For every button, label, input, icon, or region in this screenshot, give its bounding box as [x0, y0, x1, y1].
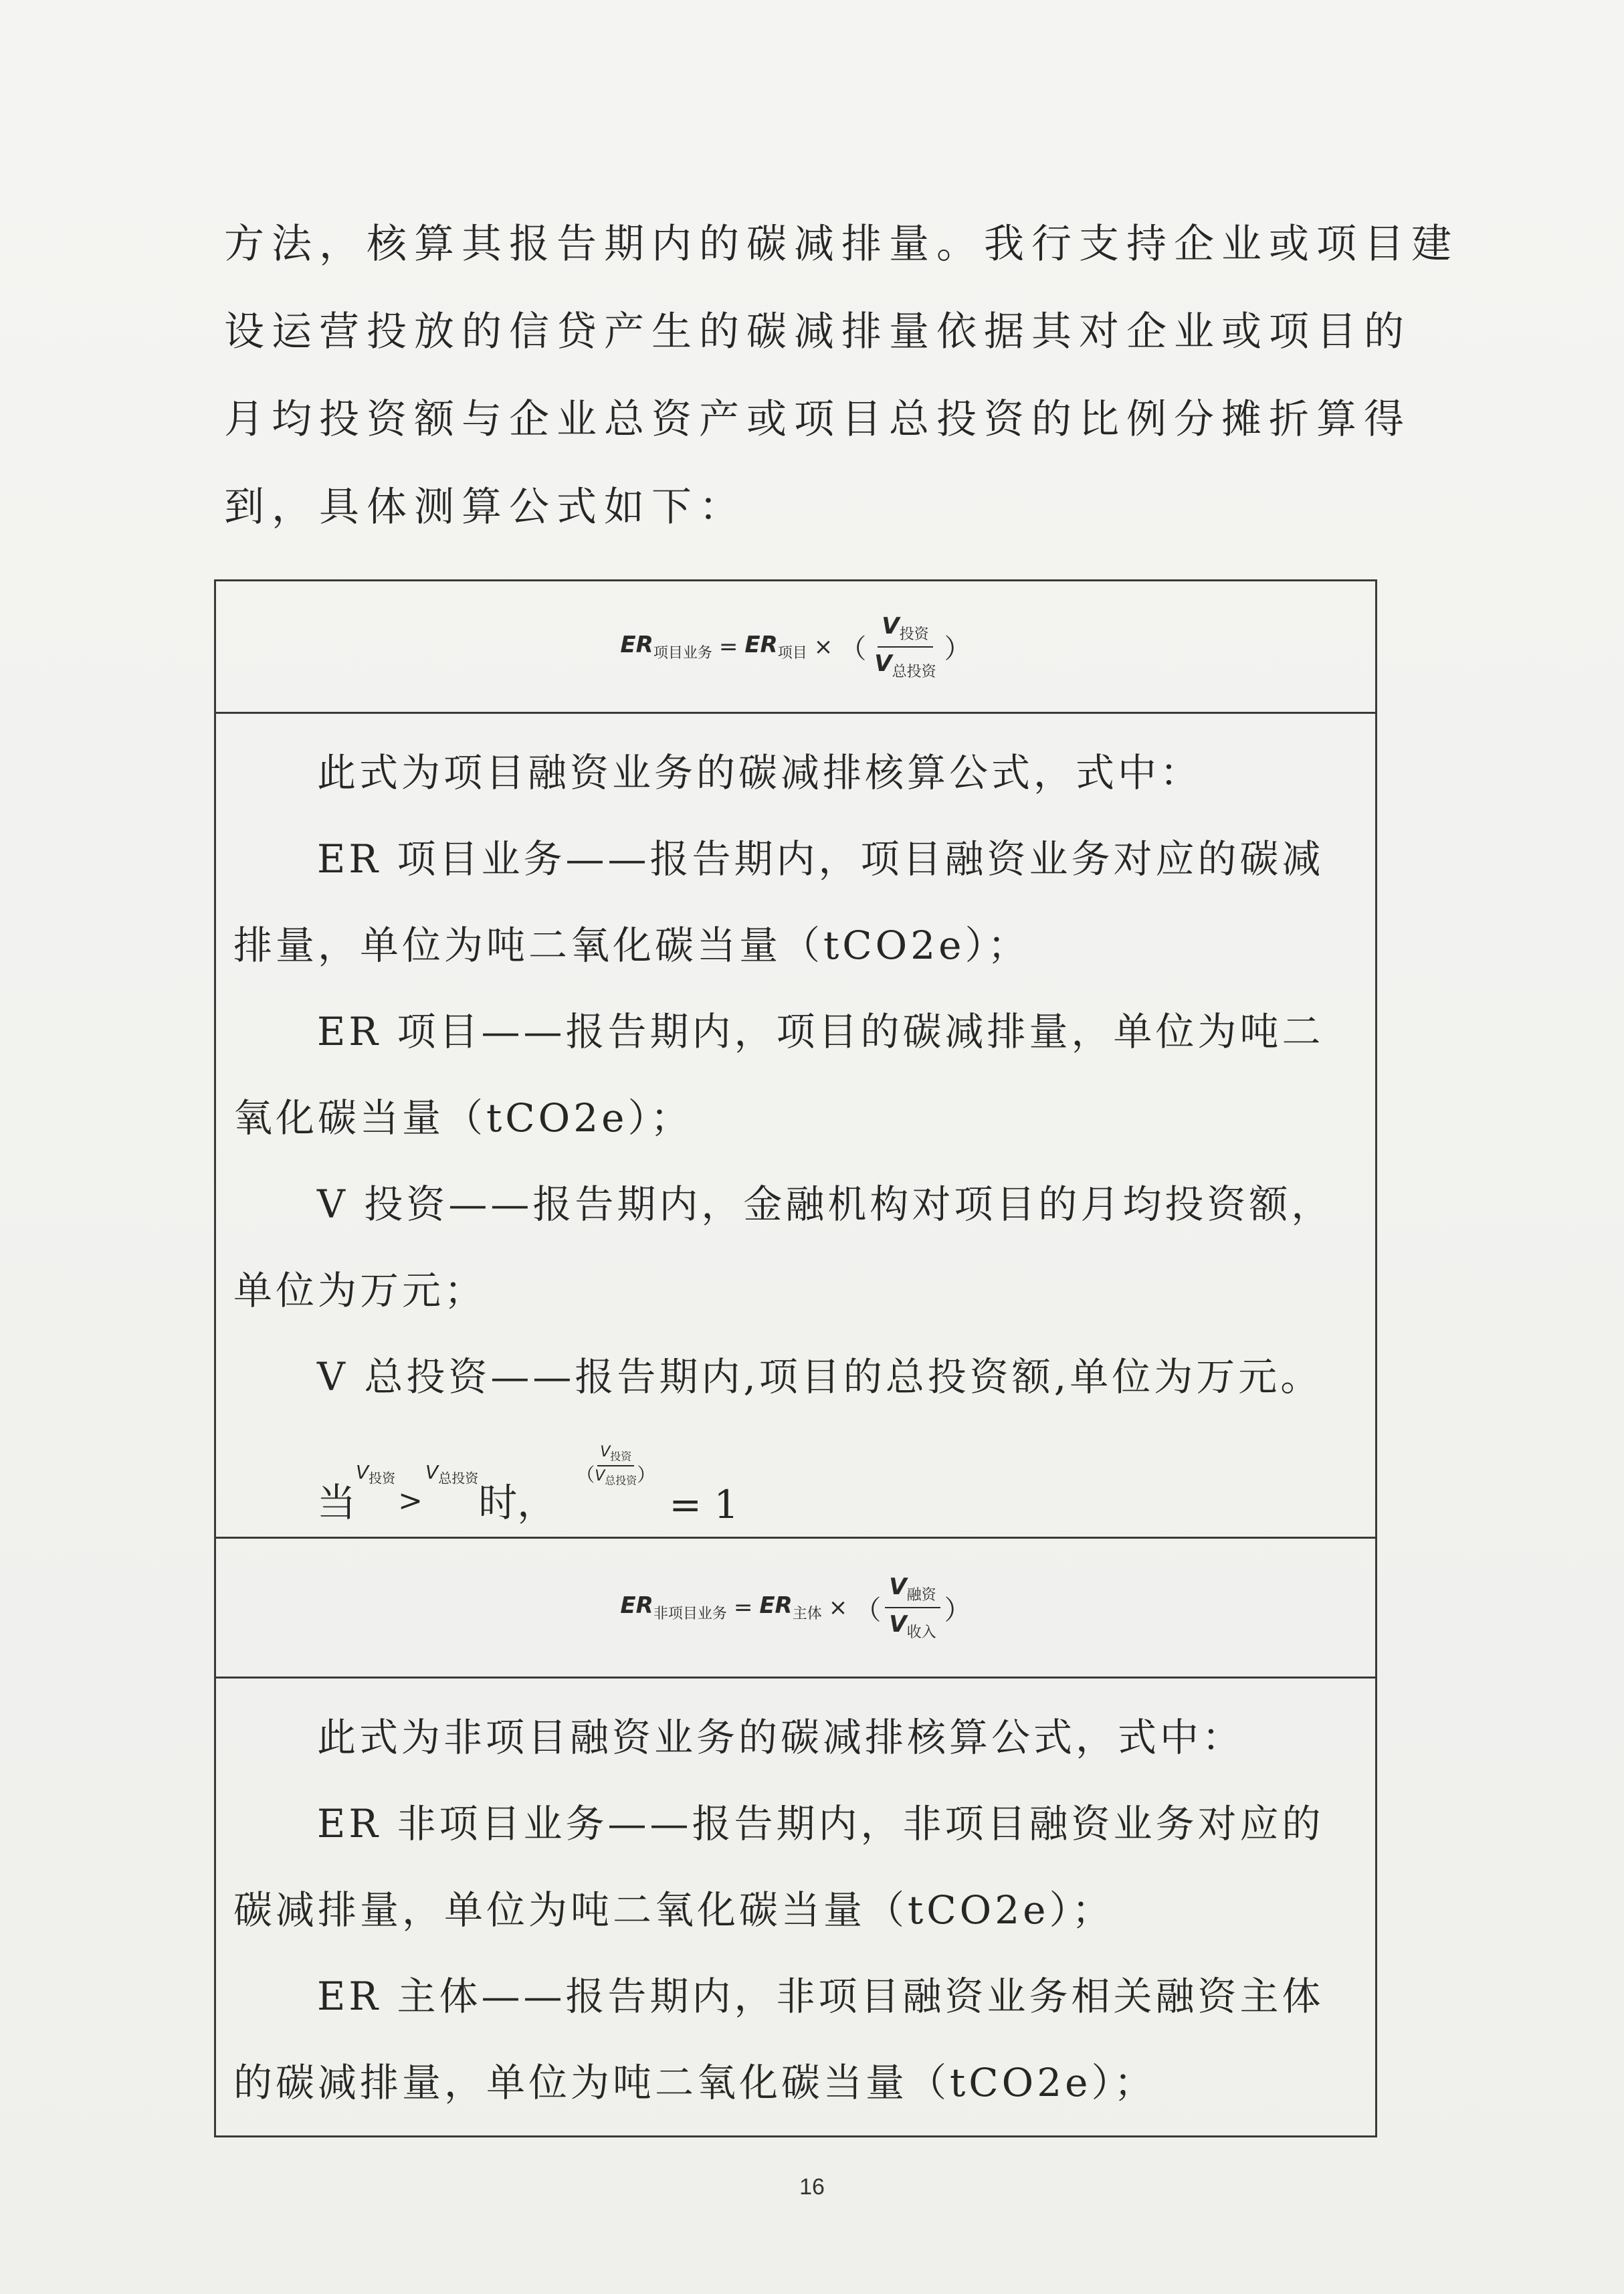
- close-paren: ）: [944, 634, 971, 664]
- intro-line: 设运营投放的信贷产生的碳减排量依据其对企业或项目的: [224, 308, 1411, 355]
- condition-v-invest: $V_{投资}$: [356, 1461, 396, 1487]
- fraction: [870, 613, 940, 681]
- formula-rhs: $ER_{主体}$: [759, 1592, 822, 1622]
- formula-project-cell: [216, 581, 1375, 714]
- explanation-line: 单位为万元；: [233, 1268, 487, 1313]
- formula-lhs: $ER_{项目业务}$: [620, 631, 712, 662]
- formula-project: [620, 613, 971, 681]
- fraction: [885, 1573, 940, 1642]
- intro-line: 月均投资额与企业总资产或项目总投资的比例分摊折算得: [224, 396, 1411, 443]
- explanation-line: 排量，单位为吨二氧化碳当量（tCO2e）；: [233, 923, 1030, 968]
- explanation-line: 的碳减排量，单位为吨二氧化碳当量（tCO2e）；: [233, 2060, 1156, 2105]
- equals-sign: =: [733, 1594, 753, 1621]
- numerator: $V_{融资}$: [885, 1573, 940, 1608]
- condition-result: = 1: [669, 1482, 739, 1527]
- formula-rhs: $ER_{项目}$: [744, 631, 807, 662]
- numerator: $V_{投资}$: [878, 613, 932, 648]
- open-paren: （: [854, 1594, 882, 1626]
- open-paren: （: [839, 634, 867, 664]
- explanation-nonproject-cell: [216, 1679, 1375, 2135]
- explanation-line: 此式为项目融资业务的碳减排核算公式，式中：: [317, 750, 1203, 795]
- equals-sign: =: [718, 633, 738, 660]
- greater-than-sign: >: [398, 1484, 423, 1518]
- explanation-line: 碳减排量，单位为吨二氧化碳当量（tCO2e）；: [233, 1887, 1114, 1933]
- formula-table: [214, 579, 1377, 2137]
- denominator: $V_{收入}$: [889, 1611, 936, 1641]
- condition-v-total: $V_{总投资}$: [425, 1461, 479, 1487]
- explanation-project-cell: [216, 714, 1375, 1539]
- close-paren: ）: [944, 1594, 971, 1626]
- formula-nonproject-cell: [216, 1539, 1375, 1679]
- formula-lhs: $ER_{非项目业务}$: [620, 1592, 727, 1622]
- open-paren: （: [576, 1464, 595, 1486]
- explanation-line: V 投资——报告期内，金融机构对项目的月均投资额，: [317, 1181, 1334, 1227]
- condition-mid: 时，: [478, 1480, 556, 1525]
- page-number: 16: [799, 2174, 825, 2200]
- times-sign: ×: [828, 1594, 848, 1621]
- intro-line: 方法，核算其报告期内的碳减排量。我行支持企业或项目建: [224, 221, 1459, 268]
- condition-fraction: [595, 1444, 637, 1487]
- explanation-line: ER 主体——报告期内，非项目融资业务相关融资主体: [317, 1974, 1324, 2019]
- intro-paragraph: [224, 201, 1459, 551]
- explanation-line: V 总投资——报告期内,项目的总投资额,单位为万元。: [317, 1354, 1323, 1400]
- times-sign: ×: [813, 633, 833, 660]
- explanation-line: ER 非项目业务——报告期内，非项目融资业务对应的: [317, 1801, 1324, 1846]
- explanation-line: ER 项目业务——报告期内，项目融资业务对应的碳减: [317, 836, 1324, 882]
- denominator: $V_{总投资}$: [874, 650, 936, 680]
- denominator: $V_{总投资}$: [595, 1467, 637, 1487]
- condition-line: [233, 1420, 1358, 1527]
- explanation-line: 此式为非项目融资业务的碳减排核算公式，式中：: [317, 1715, 1245, 1760]
- formula-nonproject: [620, 1573, 971, 1642]
- numerator: $V_{投资}$: [597, 1444, 634, 1466]
- intro-line: 到，具体测算公式如下：: [224, 484, 746, 531]
- close-paren: ）: [637, 1464, 656, 1486]
- explanation-line: 氧化碳当量（tCO2e）；: [233, 1095, 693, 1141]
- condition-prefix: 当: [317, 1480, 357, 1525]
- explanation-line: ER 项目——报告期内，项目的碳减排量，单位为吨二: [317, 1009, 1324, 1054]
